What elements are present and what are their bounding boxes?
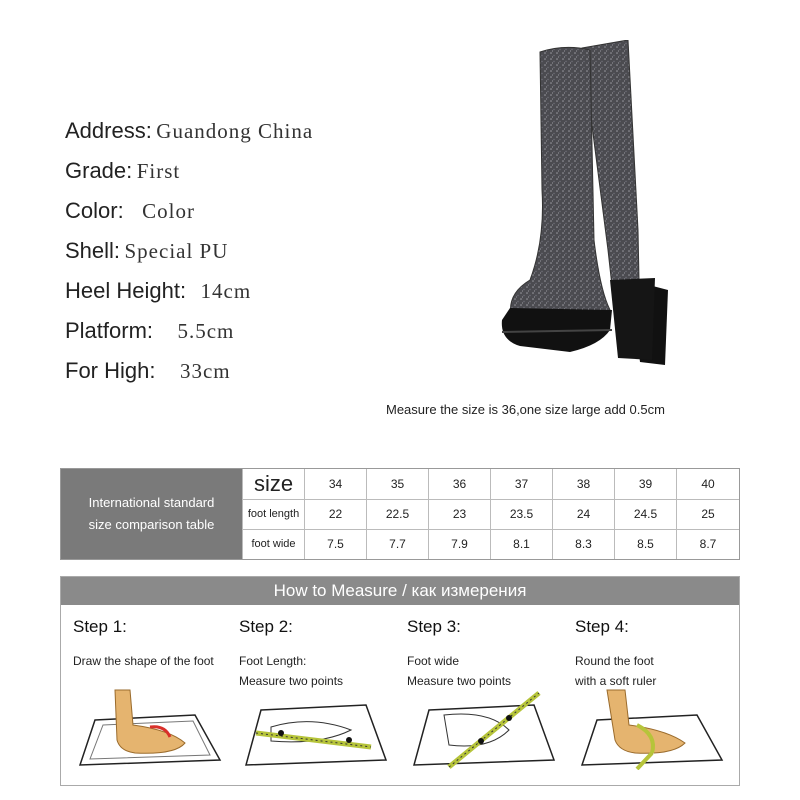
step-line: Draw the shape of the foot bbox=[73, 654, 214, 668]
spec-label: For High: bbox=[65, 358, 156, 383]
foot-circumference-illustration bbox=[577, 685, 727, 770]
table-cell: 23 bbox=[428, 499, 490, 529]
spec-platform bbox=[65, 318, 234, 344]
row-label: size bbox=[242, 469, 304, 499]
spec-label: Shell: bbox=[65, 238, 121, 263]
table-caption-line: size comparison table bbox=[88, 517, 215, 532]
table-cell: 39 bbox=[614, 469, 676, 499]
table-cell: 8.7 bbox=[676, 529, 739, 559]
how-to-measure-title: How to Measure / как измерения bbox=[61, 577, 739, 605]
table-caption-line: International standard bbox=[88, 495, 215, 510]
foot-length-illustration bbox=[241, 685, 391, 770]
table-cell: 38 bbox=[552, 469, 614, 499]
table-cell: 8.1 bbox=[490, 529, 552, 559]
foot-width-illustration bbox=[409, 685, 559, 770]
spec-label: Platform: bbox=[65, 318, 154, 343]
spec-label: Grade: bbox=[65, 158, 133, 183]
measure-note: Measure the size is 36,one size large add 0.5cm bbox=[386, 402, 665, 417]
spec-color bbox=[65, 198, 195, 224]
table-cell: 24 bbox=[552, 499, 614, 529]
row-label: foot length bbox=[242, 499, 304, 529]
spec-value: 5.5cm bbox=[177, 319, 235, 343]
spec-value: Color bbox=[142, 199, 195, 223]
table-cell: 40 bbox=[676, 469, 739, 499]
spec-label: Address: bbox=[65, 118, 152, 143]
table-row bbox=[242, 469, 739, 500]
spec-for-high bbox=[65, 358, 231, 384]
table-cell: 25 bbox=[676, 499, 739, 529]
spec-value: Guandong China bbox=[156, 119, 314, 143]
step-4 bbox=[575, 617, 740, 691]
step-description bbox=[73, 651, 238, 671]
spec-value: First bbox=[136, 159, 181, 183]
foot-outline-illustration bbox=[75, 685, 225, 770]
step-1 bbox=[73, 617, 238, 671]
how-to-measure-panel bbox=[60, 576, 740, 786]
table-cell: 22 bbox=[304, 499, 366, 529]
table-cell: 23.5 bbox=[490, 499, 552, 529]
step-title: Step 1: bbox=[73, 617, 127, 636]
spec-grade bbox=[65, 158, 180, 184]
step-line: Measure two points bbox=[239, 674, 344, 688]
step-title: Step 3: bbox=[407, 617, 461, 636]
spec-value: 33cm bbox=[179, 359, 231, 383]
step-title: Step 2: bbox=[239, 617, 293, 636]
table-cell: 7.7 bbox=[366, 529, 428, 559]
size-comparison-table bbox=[60, 468, 740, 560]
table-cell: 8.3 bbox=[552, 529, 614, 559]
step-title: Step 4: bbox=[575, 617, 629, 636]
table-cell: 7.9 bbox=[428, 529, 490, 559]
table-cell: 35 bbox=[366, 469, 428, 499]
spec-shell bbox=[65, 238, 228, 264]
spec-address bbox=[65, 118, 313, 144]
table-cell: 7.5 bbox=[304, 529, 366, 559]
step-line: Measure two points bbox=[407, 674, 512, 688]
table-cell: 37 bbox=[490, 469, 552, 499]
step-3 bbox=[407, 617, 572, 691]
step-line: Foot Length: bbox=[239, 654, 307, 668]
table-cell: 24.5 bbox=[614, 499, 676, 529]
boot-image bbox=[490, 40, 720, 380]
step-line: with a soft ruler bbox=[575, 674, 657, 688]
row-label: foot wide bbox=[242, 529, 304, 559]
table-cell: 8.5 bbox=[614, 529, 676, 559]
spec-label: Heel Height: bbox=[65, 278, 187, 303]
spec-value: Special PU bbox=[124, 239, 229, 263]
spec-label: Color: bbox=[65, 198, 124, 223]
table-row bbox=[242, 499, 739, 530]
table-cell: 36 bbox=[428, 469, 490, 499]
step-line: Round the foot bbox=[575, 654, 654, 668]
table-caption bbox=[61, 469, 242, 559]
step-line: Foot wide bbox=[407, 654, 460, 668]
step-2 bbox=[239, 617, 404, 691]
table-row bbox=[242, 529, 739, 559]
spec-value: 14cm bbox=[200, 279, 252, 303]
spec-heel-height bbox=[65, 278, 251, 304]
table-cell: 34 bbox=[304, 469, 366, 499]
table-cell: 22.5 bbox=[366, 499, 428, 529]
